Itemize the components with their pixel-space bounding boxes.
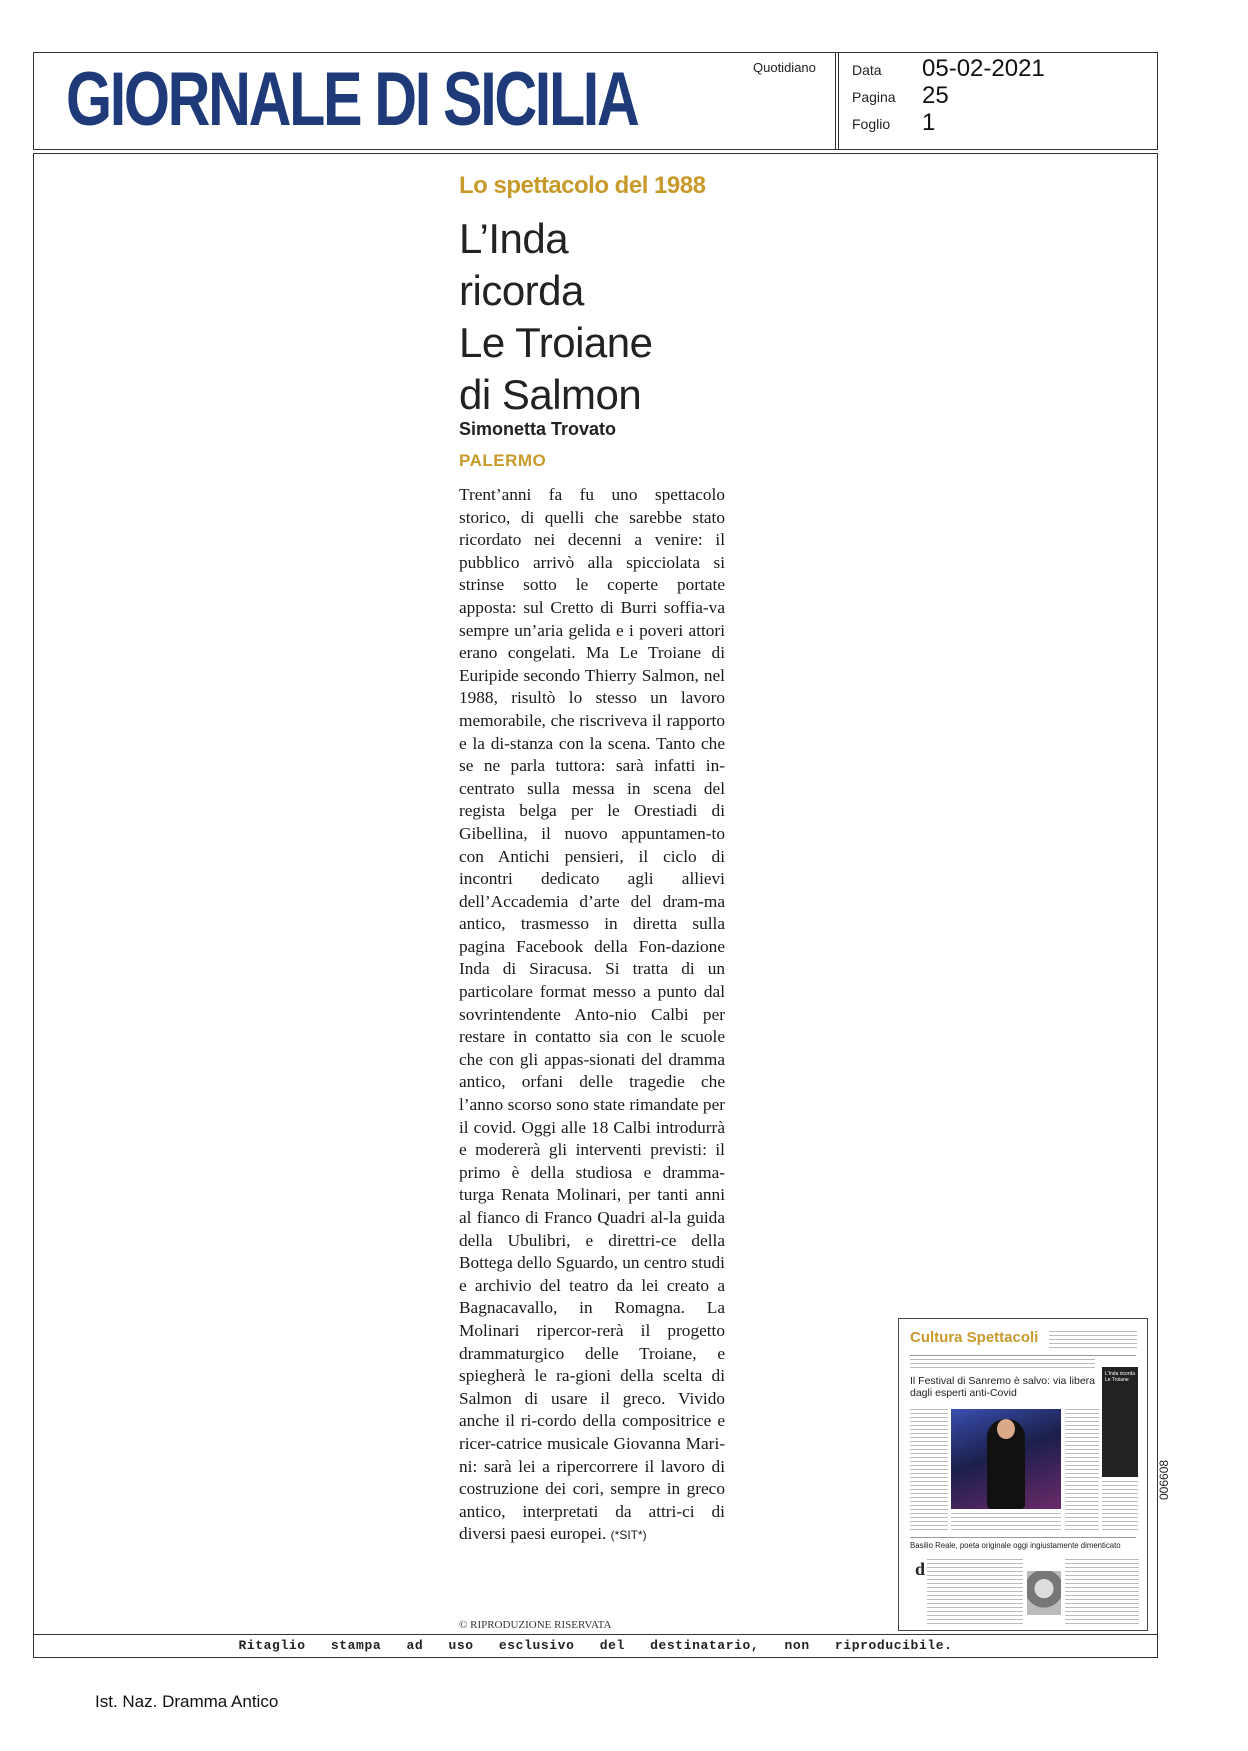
header-divider (835, 52, 839, 150)
pagina-value: 25 (922, 82, 949, 109)
thumbnail-text-column (1065, 1409, 1099, 1531)
foglio-label: Foglio (852, 116, 891, 132)
thumbnail-side-box (1102, 1367, 1138, 1477)
thumbnail-text-block (910, 1359, 1095, 1369)
article-signature: (*SIT*) (610, 1528, 647, 1543)
thumbnail-headline-2: Basilio Reale, poeta originale oggi ingiustamente dimenticato (910, 1541, 1121, 1550)
thumbnail-photo-face (997, 1419, 1015, 1439)
article-body (459, 484, 725, 1547)
footer-rule (33, 1634, 1158, 1635)
article-dateline: PALERMO (459, 451, 547, 470)
data-value: 05-02-2021 (922, 55, 1045, 82)
thumbnail-text-column (1102, 1481, 1138, 1531)
copyright-notice: © RIPRODUZIONE RISERVATA (459, 1619, 612, 1631)
masthead-logo: GIORNALE DI SICILIA (66, 57, 638, 142)
thumbnail-headline-1: Il Festival di Sanremo è salvo: via libera dagli esperti anti-Covid (910, 1375, 1095, 1399)
clipping-disclaimer: Ritaglio stampa ad uso esclusivo del destinatario, non riproducibile. (238, 1638, 953, 1653)
foglio-value: 1 (922, 109, 936, 136)
publication-type: Quotidiano (753, 60, 816, 75)
article-body-text: Trent’anni fa fu uno spettacolo storico, di quelli che sarebbe stato ricordato nei decenni a venire: il pubblico arrivò alla spicciolata si strinse sotto le coperte portate apposta: sul Cretto di Burri soffia-va sempre un’aria gelida e i poveri attori erano congelati. Ma Le Troiane di Euripide secondo Thierry Salmon, nel 1988, risultò lo stesso un lavoro memorabile, che riscriveva il rapporto e la di-stanza con la scena. Tanto che se ne parla tuttora: sarà infatti in-centrato sulla messa in scena del regista belga per le Orestiadi di Gibellina, il nuovo appuntamen-to con Antichi pensieri, il ciclo di incontri dedicato agli allievi dell’Accademia d’arte del dram-ma antico, trasmesso in diretta sulla pagina Facebook della Fon-dazione Inda di Siracusa. Si tratta di un particolare format messo a punto dal sovrintendente Anto-nio Calbi per restare in contatto sia con le scuole che con gli appas-sionati del dramma antico, orfani delle tragedie che l’anno scorso sono state rimandate per il covid. Oggi alle 18 Calbi introdurrà e modererà gli interventi previsti: il primo è della studiosa e dramma-turga Renata Molinari, per tanti anni al fianco di Franco Quadri al-la guida della Ubulibri, e direttri-ce della Bottega dello Sguardo, un centro studi e archivio del teatro da lei creato a Bagnacavallo, in Romagna. La Molinari ripercor-rerà il progetto drammaturgico delle Troiane, e spiegherà le ra-gioni della scelta di Salmon di usare il greco. Vivido anche il ri-cordo della compositrice e ricer-catrice musicale Giovanna Mari-ni: sarà lei a ripercorrere il lavoro di costruzione dei cori, sempre in greco antico, interpretati da attri-ci di diversi paesi europei. (459, 485, 725, 1544)
thumbnail-rule (910, 1537, 1136, 1538)
headline-line: ricorda (459, 267, 584, 314)
article-headline (459, 213, 759, 421)
thumbnail-text-block (951, 1513, 1061, 1531)
side-code: 006608 (1157, 1459, 1171, 1500)
thumbnail-text-column (1065, 1559, 1139, 1625)
thumbnail-text-column (927, 1559, 1023, 1625)
data-label: Data (852, 62, 882, 78)
thumbnail-text-column (910, 1409, 948, 1531)
thumbnail-side-box-text: L’Inda ricorda Le Troiane (1105, 1371, 1136, 1383)
headline-line: Le Troiane (459, 319, 653, 366)
thumbnail-section-title: Cultura Spettacoli (910, 1329, 1039, 1346)
thumbnail-dropcap: d (915, 1559, 926, 1579)
source-label: Ist. Naz. Dramma Antico (95, 1692, 279, 1711)
headline-line: L’Inda (459, 215, 569, 262)
article-kicker: Lo spettacolo del 1988 (459, 172, 706, 199)
thumbnail-text-block (1049, 1331, 1137, 1349)
article-author: Simonetta Trovato (459, 419, 617, 439)
headline-line: di Salmon (459, 371, 642, 418)
thumbnail-portrait (1027, 1571, 1061, 1615)
page-thumbnail (898, 1318, 1148, 1631)
pagina-label: Pagina (852, 89, 896, 105)
thumbnail-rule (910, 1355, 1136, 1356)
